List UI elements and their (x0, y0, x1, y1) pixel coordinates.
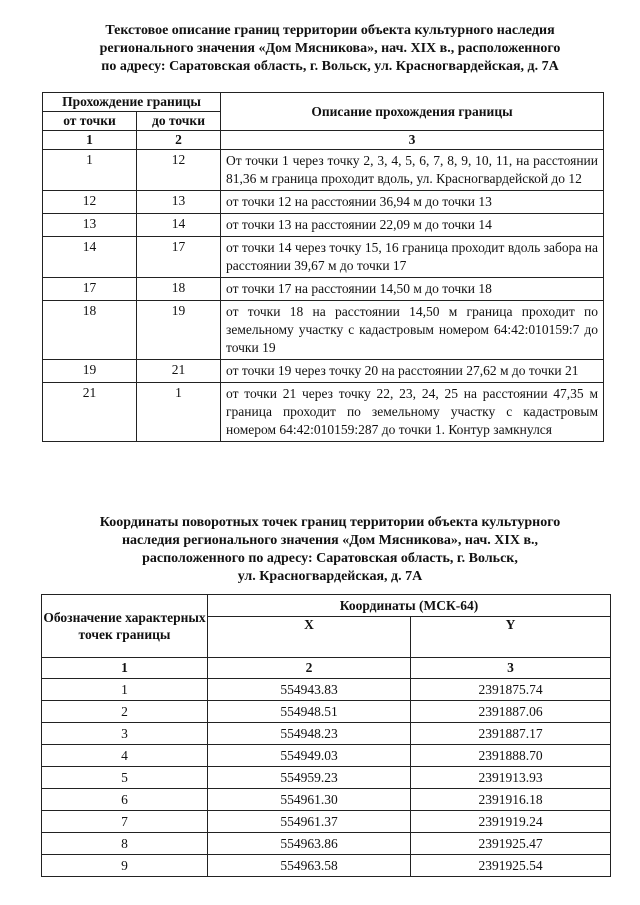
title-line: Текстовое описание границ территории объекта культурного наследия (105, 23, 555, 38)
y-cell: 2391916.18 (411, 789, 611, 811)
table-row (43, 191, 604, 214)
table-row (42, 745, 611, 767)
table-row (42, 723, 611, 745)
point-cell: 3 (42, 723, 208, 745)
to-cell: 1 (137, 383, 221, 442)
from-cell: 12 (43, 191, 137, 214)
x-cell: 554961.37 (208, 811, 411, 833)
x-cell: 554961.30 (208, 789, 411, 811)
x-cell: 554949.03 (208, 745, 411, 767)
description-cell: от точки 21 через точку 22, 23, 24, 25 на расстоянии 47,35 м граница проходит по земельному участку с кадастровым номером 64:42:010159:287 до точки 1. Контур замкнулся (221, 383, 604, 442)
header-to-point: до точки (137, 112, 221, 131)
table-index-row (43, 131, 604, 150)
table-row (42, 811, 611, 833)
title-line: расположенного по адресу: Саратовская область, г. Вольск, (142, 551, 518, 566)
from-cell: 21 (43, 383, 137, 442)
from-cell: 18 (43, 301, 137, 360)
point-cell: 7 (42, 811, 208, 833)
table-row (43, 383, 604, 442)
header-y: Y (411, 617, 611, 658)
table-row (43, 278, 604, 301)
table-header-row (42, 595, 611, 617)
description-cell: от точки 17 на расстоянии 14,50 м до точки 18 (221, 278, 604, 301)
header-description: Описание прохождения границы (221, 93, 604, 131)
index-cell: 1 (43, 131, 137, 150)
title-line: наследия регионального значения «Дом Мясникова», нач. XIX в., (121, 533, 539, 548)
point-cell: 6 (42, 789, 208, 811)
coordinates-title (70, 514, 590, 586)
point-cell: 2 (42, 701, 208, 723)
boundary-description-table (42, 92, 604, 442)
description-cell: от точки 19 через точку 20 на расстоянии 27,62 м до точки 21 (221, 360, 604, 383)
x-cell: 554959.23 (208, 767, 411, 789)
to-cell: 18 (137, 278, 221, 301)
boundary-description-title (40, 22, 620, 76)
y-cell: 2391925.47 (411, 833, 611, 855)
to-cell: 12 (137, 150, 221, 191)
from-cell: 14 (43, 237, 137, 278)
x-cell: 554963.86 (208, 833, 411, 855)
index-cell: 3 (221, 131, 604, 150)
table-row (43, 360, 604, 383)
table-header-row (43, 93, 604, 112)
table-row (42, 767, 611, 789)
description-cell: от точки 14 через точку 15, 16 граница проходит вдоль забора на расстоянии 39,67 м до точки 17 (221, 237, 604, 278)
from-cell: 19 (43, 360, 137, 383)
header-coordinates: Координаты (МСК-64) (208, 595, 611, 617)
table-row (42, 701, 611, 723)
title-line: по адресу: Саратовская область, г. Вольск, ул. Красногвардейская, д. 7А (101, 59, 559, 74)
point-cell: 5 (42, 767, 208, 789)
point-cell: 8 (42, 833, 208, 855)
y-cell: 2391913.93 (411, 767, 611, 789)
y-cell: 2391887.06 (411, 701, 611, 723)
table-row (43, 150, 604, 191)
x-cell: 554948.23 (208, 723, 411, 745)
header-boundary-passage: Прохождение границы (43, 93, 221, 112)
header-from-point: от точки (43, 112, 137, 131)
to-cell: 17 (137, 237, 221, 278)
table-row (43, 301, 604, 360)
x-cell: 554948.51 (208, 701, 411, 723)
y-cell: 2391925.54 (411, 855, 611, 877)
y-cell: 2391875.74 (411, 679, 611, 701)
header-point-designation: Обозначение характерных точек границы (42, 595, 208, 658)
y-cell: 2391887.17 (411, 723, 611, 745)
from-cell: 13 (43, 214, 137, 237)
title-line: ул. Красногвардейская, д. 7А (237, 569, 423, 584)
x-cell: 554943.83 (208, 679, 411, 701)
description-cell: От точки 1 через точку 2, 3, 4, 5, 6, 7, 8, 9, 10, 11, на расстоянии 81,36 м граница проходит вдоль, ул. Красногвардейской до 12 (221, 150, 604, 191)
table-index-row (42, 658, 611, 679)
table-row (42, 789, 611, 811)
index-cell: 2 (137, 131, 221, 150)
description-cell: от точки 13 на расстоянии 22,09 м до точки 14 (221, 214, 604, 237)
table-row (42, 855, 611, 877)
point-cell: 4 (42, 745, 208, 767)
table-row (43, 214, 604, 237)
x-cell: 554963.58 (208, 855, 411, 877)
from-cell: 1 (43, 150, 137, 191)
title-line: Координаты поворотных точек границ территории объекта культурного (99, 515, 561, 530)
point-cell: 1 (42, 679, 208, 701)
index-cell: 3 (411, 658, 611, 679)
description-cell: от точки 12 на расстоянии 36,94 м до точки 13 (221, 191, 604, 214)
title-line: регионального значения «Дом Мясникова», нач. XIX в., расположенного (99, 41, 561, 56)
coordinates-table (41, 594, 611, 877)
header-x: X (208, 617, 411, 658)
table-row (42, 679, 611, 701)
index-cell: 2 (208, 658, 411, 679)
to-cell: 13 (137, 191, 221, 214)
y-cell: 2391888.70 (411, 745, 611, 767)
table-row (43, 237, 604, 278)
to-cell: 14 (137, 214, 221, 237)
index-cell: 1 (42, 658, 208, 679)
point-cell: 9 (42, 855, 208, 877)
from-cell: 17 (43, 278, 137, 301)
description-cell: от точки 18 на расстоянии 14,50 м граница проходит по земельному участку с кадастровым номером 64:42:010159:7 до точки 19 (221, 301, 604, 360)
table-row (42, 833, 611, 855)
y-cell: 2391919.24 (411, 811, 611, 833)
to-cell: 19 (137, 301, 221, 360)
to-cell: 21 (137, 360, 221, 383)
